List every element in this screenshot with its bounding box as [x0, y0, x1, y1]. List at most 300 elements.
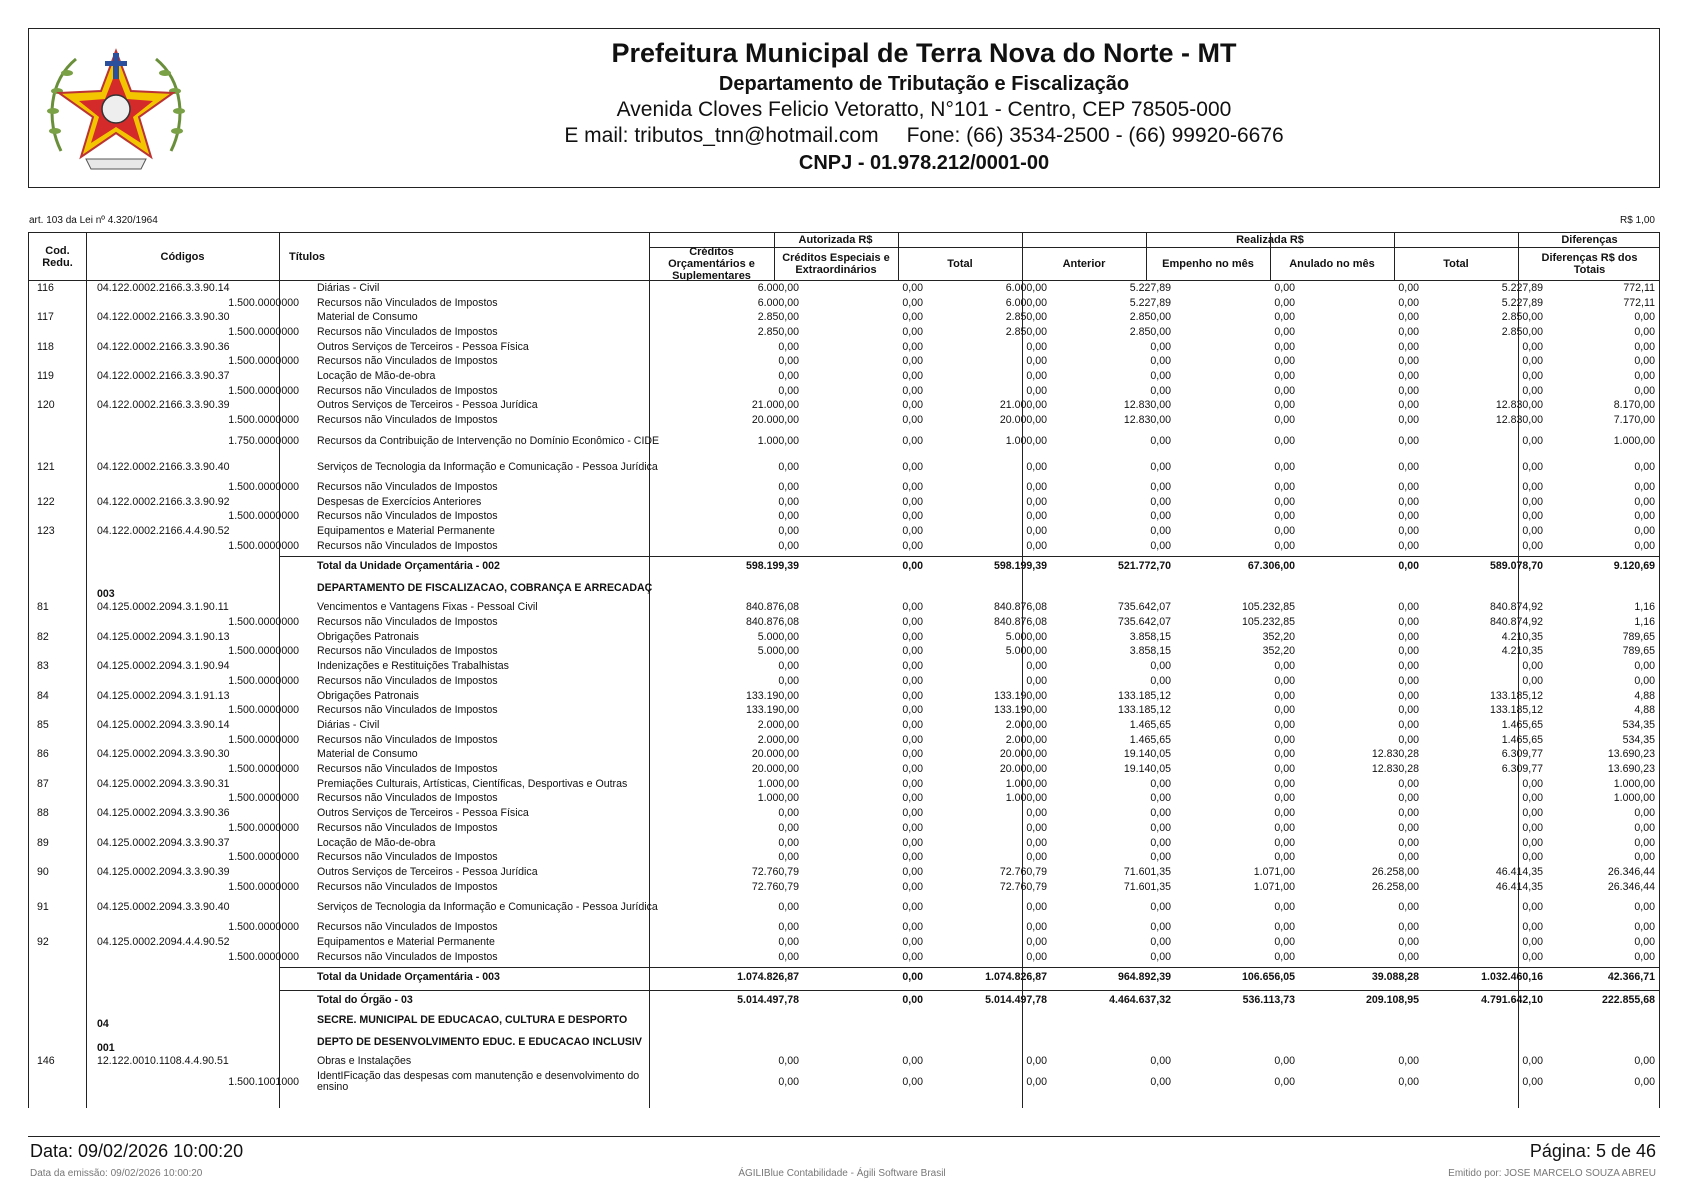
table-row	[29, 645, 1660, 660]
budget-code: 04.125.0002.2094.3.1.91.13	[97, 689, 230, 702]
value-cell: 0,00	[1522, 777, 1543, 790]
value-cell: 0,00	[1274, 340, 1295, 353]
total-label: Total do Órgão - 03	[317, 994, 413, 1007]
value-cell: 0,00	[1274, 460, 1295, 473]
page-number: Página: 5 de 46	[1529, 1141, 1656, 1161]
value-cell: 0,00	[902, 539, 923, 552]
cod-redu	[37, 413, 97, 428]
value-cell: 0,00	[1274, 524, 1295, 537]
value-cell: 0,00	[902, 971, 923, 984]
row-title: Recursos não Vinculados de Impostos	[317, 880, 498, 893]
value-cell: 0,00	[1398, 510, 1419, 523]
value-cell: 0,00	[1274, 399, 1295, 412]
value-cell: 0,00	[1274, 434, 1295, 447]
value-cell: 0,00	[1150, 660, 1171, 673]
value-cell: 1.000,00	[757, 777, 799, 790]
table-row	[29, 935, 1660, 950]
row-title: Recursos não Vinculados de Impostos	[317, 704, 498, 717]
value-cell: 0,00	[1274, 660, 1295, 673]
value-cell: 0,00	[1522, 901, 1543, 913]
value-cell: 2.850,00	[1129, 325, 1171, 338]
cod-redu	[37, 355, 97, 370]
value-cell: 0,00	[1150, 340, 1171, 353]
value-cell: 0,00	[1274, 901, 1295, 913]
cod-redu: 85	[37, 718, 49, 731]
value-cell: 0,00	[1274, 763, 1295, 776]
row-title: Locação de Mão-de-obra	[317, 836, 436, 849]
value-cell: 0,00	[778, 460, 799, 473]
total-label: Total da Unidade Orçamentária - 002	[317, 560, 500, 572]
cod-redu: 146	[37, 1055, 55, 1068]
value-cell: 0,00	[1398, 704, 1419, 717]
budget-code: 04.125.0002.2094.3.3.90.30	[97, 748, 230, 761]
value-cell: 0,00	[1150, 1075, 1171, 1088]
value-cell: 0,00	[1522, 495, 1543, 508]
budget-code: 04.122.0002.2166.4.4.90.52	[97, 524, 230, 537]
table-row	[29, 325, 1660, 340]
value-cell: 26.258,00	[1371, 880, 1419, 893]
col-creditos-especiais: Créditos Especiais e Extraordinários	[782, 252, 890, 276]
col-anterior: Anterior	[1062, 258, 1106, 270]
value-cell: 5.000,00	[1005, 630, 1047, 643]
row-title: Despesas de Exercícios Anteriores	[317, 495, 482, 508]
value-cell: 0,00	[1150, 936, 1171, 949]
budget-code: 04.125.0002.2094.3.3.90.36	[97, 807, 230, 820]
table-row	[29, 355, 1660, 370]
value-cell: 6.309,77	[1501, 763, 1543, 776]
budget-code: 04.125.0002.2094.3.3.90.31	[97, 777, 230, 790]
value-cell: 0,00	[902, 836, 923, 849]
row-title: Recursos não Vinculados de Impostos	[317, 921, 498, 934]
value-cell: 5.227,89	[1501, 281, 1543, 294]
value-cell: 12.830,00	[1495, 414, 1543, 427]
value-cell: 0,00	[1026, 524, 1047, 537]
value-cell: 0,00	[778, 510, 799, 523]
value-cell: 1.000,00	[757, 434, 799, 447]
value-cell: 534,35	[1622, 718, 1655, 731]
budget-code: 1.500.0000000	[228, 296, 299, 309]
value-cell: 0,00	[902, 821, 923, 834]
value-cell: 6.000,00	[1005, 281, 1047, 294]
value-cell: 735.642,07	[1117, 616, 1171, 629]
value-cell: 0,00	[1026, 539, 1047, 552]
value-cell: 0,00	[1398, 480, 1419, 493]
value-cell: 0,00	[902, 733, 923, 746]
value-cell: 133.190,00	[993, 689, 1047, 702]
value-cell: 0,00	[1150, 384, 1171, 397]
value-cell: 536.113,73	[1242, 994, 1295, 1007]
row-title: Recursos não Vinculados de Impostos	[317, 384, 498, 397]
budget-code: 1.500.0000000	[228, 921, 299, 934]
value-cell: 1.000,00	[1005, 777, 1047, 790]
col-empenho: Empenho no mês	[1162, 258, 1254, 270]
table-row	[29, 821, 1660, 836]
table-row	[29, 281, 1660, 296]
total-label: Total da Unidade Orçamentária - 003	[317, 971, 500, 984]
row-title: Recursos não Vinculados de Impostos	[317, 296, 498, 309]
value-cell: 0,00	[1398, 733, 1419, 746]
value-cell: 6.000,00	[757, 296, 799, 309]
row-title: Recursos não Vinculados de Impostos	[317, 950, 498, 963]
value-cell: 0,00	[1522, 936, 1543, 949]
budget-code: 04.125.0002.2094.3.3.90.40	[97, 901, 230, 913]
value-cell: 0,00	[1274, 510, 1295, 523]
value-cell: 0,00	[902, 1075, 923, 1088]
value-cell: 0,00	[1398, 539, 1419, 552]
value-cell: 26.346,44	[1607, 880, 1655, 893]
row-title: Outros Serviços de Terceiros - Pessoa Jurídica	[317, 865, 538, 878]
software-credit: ÁGILIBlue Contabilidade - Ágili Software Brasil	[738, 1168, 946, 1179]
value-cell: 0,00	[902, 748, 923, 761]
cod-redu: 118	[37, 340, 54, 353]
value-cell: 2.850,00	[1005, 311, 1047, 324]
footer-divider	[28, 1136, 1660, 1137]
value-cell: 0,00	[1522, 1055, 1543, 1068]
value-cell: 0,00	[902, 865, 923, 878]
value-cell: 0,00	[778, 524, 799, 537]
table-row	[29, 806, 1660, 821]
cod-redu	[37, 950, 97, 965]
budget-code: 1.500.0000000	[228, 851, 299, 864]
value-cell: 0,00	[1274, 384, 1295, 397]
section-row	[29, 577, 1660, 601]
value-cell: 46.414,35	[1495, 865, 1543, 878]
budget-code: 1.500.0000000	[228, 880, 299, 893]
value-cell: 0,00	[1274, 325, 1295, 338]
cod-redu: 117	[37, 311, 54, 324]
row-title: Recursos não Vinculados de Impostos	[317, 480, 498, 493]
value-cell: 0,00	[1150, 807, 1171, 820]
table-row	[29, 865, 1660, 880]
table-row	[29, 296, 1660, 311]
value-cell: 0,00	[902, 414, 923, 427]
budget-code: 04.125.0002.2094.4.4.90.52	[97, 936, 230, 949]
row-title: Material de Consumo	[317, 748, 418, 761]
budget-code: 04.122.0002.2166.3.3.90.40	[97, 460, 230, 473]
value-cell: 0,00	[1522, 370, 1543, 383]
row-title: Recursos não Vinculados de Impostos	[317, 763, 498, 776]
row-title: Outros Serviços de Terceiros - Pessoa Jurídica	[317, 399, 538, 412]
value-cell: 0,00	[1150, 480, 1171, 493]
value-cell: 46.414,35	[1495, 880, 1543, 893]
value-cell: 1.465,65	[1501, 733, 1543, 746]
value-cell: 0,00	[1634, 539, 1655, 552]
value-cell: 106.656,05	[1241, 971, 1295, 984]
email: E mail: tributos_tnn@hotmail.com	[564, 124, 879, 147]
value-cell: 12.830,00	[1123, 399, 1171, 412]
value-cell: 0,00	[902, 689, 923, 702]
value-cell: 0,00	[1398, 325, 1419, 338]
value-cell: 0,00	[778, 836, 799, 849]
value-cell: 1.465,65	[1501, 718, 1543, 731]
value-cell: 0,00	[902, 807, 923, 820]
value-cell: 0,00	[1398, 616, 1419, 629]
cod-redu	[37, 762, 97, 777]
row-title: Indenizações e Restituições Trabalhistas	[317, 660, 509, 673]
value-cell: 5.000,00	[1005, 645, 1047, 658]
value-cell: 2.000,00	[1005, 718, 1047, 731]
value-cell: 2.850,00	[1501, 325, 1543, 338]
value-cell: 0,00	[778, 921, 799, 934]
cod-redu	[37, 792, 97, 807]
value-cell: 589.078,70	[1489, 560, 1543, 572]
value-cell: 964.892,39	[1117, 971, 1171, 984]
value-cell: 0,00	[1274, 718, 1295, 731]
cod-redu	[37, 428, 97, 454]
value-cell: 0,00	[1522, 807, 1543, 820]
value-cell: 0,00	[1026, 340, 1047, 353]
value-cell: 0,00	[1398, 718, 1419, 731]
value-cell: 0,00	[778, 821, 799, 834]
table-header	[29, 233, 1660, 281]
value-cell: 598.199,39	[993, 560, 1047, 572]
value-cell: 1.000,00	[1613, 777, 1655, 790]
value-cell: 13.690,23	[1607, 763, 1655, 776]
budget-code: 1.500.0000000	[228, 510, 299, 523]
value-cell: 0,00	[1274, 281, 1295, 294]
value-cell: 0,00	[1274, 950, 1295, 963]
cod-redu: 81	[37, 601, 49, 614]
value-cell: 0,00	[778, 340, 799, 353]
table-row	[29, 659, 1660, 674]
department-name: Departamento de Tributação e Fiscalização	[718, 73, 1130, 95]
value-cell: 0,00	[778, 674, 799, 687]
budget-code: 1.500.0000000	[228, 325, 299, 338]
value-cell: 840.876,08	[993, 616, 1047, 629]
cod-redu: 119	[37, 370, 54, 383]
emission-date: Data da emissão: 09/02/2026 10:00:20	[30, 1168, 203, 1179]
value-cell: 105.232,85	[1241, 601, 1295, 614]
value-cell: 0,00	[1150, 510, 1171, 523]
value-cell: 20.000,00	[999, 414, 1047, 427]
value-cell: 0,00	[1274, 836, 1295, 849]
value-cell: 0,00	[1150, 1055, 1171, 1068]
value-cell: 0,00	[1522, 836, 1543, 849]
value-cell: 0,00	[1522, 950, 1543, 963]
value-cell: 1,16	[1634, 616, 1655, 629]
value-cell: 2.850,00	[1501, 311, 1543, 324]
value-cell: 19.140,05	[1123, 763, 1171, 776]
value-cell: 26.346,44	[1607, 865, 1655, 878]
budget-code: 1.750.0000000	[228, 434, 299, 447]
value-cell: 4.210,35	[1501, 645, 1543, 658]
table-row	[29, 733, 1660, 748]
value-cell: 0,00	[902, 340, 923, 353]
value-cell: 0,00	[902, 880, 923, 893]
value-cell: 2.000,00	[1005, 733, 1047, 746]
value-cell: 0,00	[902, 718, 923, 731]
value-cell: 4,88	[1634, 689, 1655, 702]
value-cell: 0,00	[1398, 414, 1419, 427]
value-cell: 4,88	[1634, 704, 1655, 717]
value-cell: 4.210,35	[1501, 630, 1543, 643]
value-cell: 0,00	[778, 851, 799, 864]
row-title: Obras e Instalações	[317, 1055, 412, 1068]
group-diferencas: Diferenças	[1561, 234, 1618, 246]
value-cell: 0,00	[1274, 495, 1295, 508]
cod-redu: 83	[37, 660, 49, 673]
value-cell: 0,00	[1634, 807, 1655, 820]
value-cell: 0,00	[1398, 792, 1419, 805]
cod-redu: 89	[37, 836, 49, 849]
value-cell: 0,00	[1150, 460, 1171, 473]
value-cell: 0,00	[1026, 674, 1047, 687]
row-title: Recursos não Vinculados de Impostos	[317, 325, 498, 338]
value-cell: 20.000,00	[999, 763, 1047, 776]
value-cell: 0,00	[1026, 950, 1047, 963]
value-cell: 0,00	[1398, 355, 1419, 368]
value-cell: 0,00	[1398, 807, 1419, 820]
value-cell: 5.014.497,78	[737, 994, 799, 1007]
cod-redu	[37, 1069, 97, 1095]
group-autorizada: Autorizada R$	[798, 234, 873, 246]
value-cell: 352,20	[1262, 645, 1295, 658]
row-title: Material de Consumo	[317, 311, 418, 324]
value-cell: 0,00	[1522, 524, 1543, 537]
cod-redu	[37, 384, 97, 399]
value-cell: 0,00	[1634, 936, 1655, 949]
row-title: Locação de Mão-de-obra	[317, 370, 436, 383]
value-cell: 0,00	[1522, 340, 1543, 353]
value-cell: 72.760,79	[999, 865, 1047, 878]
value-cell: 0,00	[902, 704, 923, 717]
value-cell: 1.074.826,87	[985, 971, 1047, 984]
value-cell: 0,00	[902, 399, 923, 412]
section-title: DEPTO DE DESENVOLVIMENTO EDUC. E EDUCACAO INCLUSIV	[317, 1036, 642, 1049]
value-cell: 0,00	[902, 601, 923, 614]
value-cell: 20.000,00	[751, 763, 799, 776]
address: Avenida Cloves Felicio Vetoratto, N°101 - Centro, CEP 78505-000	[616, 98, 1232, 121]
value-cell: 20.000,00	[999, 748, 1047, 761]
value-cell: 0,00	[1522, 460, 1543, 473]
cnpj: CNPJ - 01.978.212/0001-00	[798, 152, 1050, 174]
budget-execution-table	[28, 232, 1660, 1108]
value-cell: 0,00	[1398, 340, 1419, 353]
cod-redu: 121	[37, 460, 55, 473]
value-cell: 0,00	[1634, 1075, 1655, 1088]
value-cell: 0,00	[1026, 836, 1047, 849]
value-cell: 0,00	[1026, 460, 1047, 473]
budget-code: 04.122.0002.2166.3.3.90.14	[97, 281, 230, 294]
value-cell: 0,00	[902, 524, 923, 537]
cod-redu	[37, 821, 97, 836]
cod-redu	[37, 921, 97, 936]
col-total-realizada: Total	[1443, 258, 1469, 270]
budget-code: 04.125.0002.2094.3.3.90.39	[97, 865, 230, 878]
value-cell: 0,00	[1026, 851, 1047, 864]
row-title: Recursos não Vinculados de Impostos	[317, 733, 498, 746]
col-titulos: Títulos	[289, 251, 326, 263]
cod-redu: 123	[37, 524, 55, 537]
letterhead	[28, 28, 1660, 188]
table-row	[29, 921, 1660, 936]
table-row	[29, 369, 1660, 384]
value-cell: 0,00	[1398, 836, 1419, 849]
value-cell: 0,00	[902, 281, 923, 294]
value-cell: 71.601,35	[1123, 880, 1171, 893]
value-cell: 0,00	[1634, 325, 1655, 338]
value-cell: 0,00	[1398, 370, 1419, 383]
cod-redu: 91	[37, 901, 49, 913]
cod-redu: 92	[37, 936, 49, 949]
value-cell: 0,00	[1274, 480, 1295, 493]
value-cell: 0,00	[1634, 495, 1655, 508]
value-cell: 840.876,08	[993, 601, 1047, 614]
value-cell: 0,00	[1274, 704, 1295, 717]
section-row	[29, 1011, 1660, 1031]
value-cell: 0,00	[778, 480, 799, 493]
value-cell: 1,16	[1634, 601, 1655, 614]
issuer: Emitido por: JOSE MARCELO SOUZA ABREU	[1448, 1168, 1656, 1179]
row-title: Equipamentos e Material Permanente	[317, 936, 495, 949]
value-cell: 2.850,00	[1005, 325, 1047, 338]
value-cell: 0,00	[778, 539, 799, 552]
budget-code: 1.500.0000000	[228, 704, 299, 717]
value-cell: 21.000,00	[751, 399, 799, 412]
value-cell: 0,00	[1398, 601, 1419, 614]
value-cell: 0,00	[1150, 851, 1171, 864]
value-cell: 0,00	[1522, 480, 1543, 493]
value-cell: 12.830,28	[1371, 748, 1419, 761]
value-cell: 0,00	[778, 936, 799, 949]
value-cell: 0,00	[1274, 1055, 1295, 1068]
budget-code: 04.125.0002.2094.3.3.90.14	[97, 718, 230, 731]
value-cell: 2.850,00	[757, 311, 799, 324]
row-title: Premiações Culturais, Artísticas, Científicas, Desportivas e Outras	[317, 777, 628, 790]
value-cell: 0,00	[1398, 1055, 1419, 1068]
value-cell: 222.855,68	[1601, 994, 1655, 1007]
value-cell: 0,00	[1274, 851, 1295, 864]
value-cell: 20.000,00	[751, 748, 799, 761]
value-cell: 2.000,00	[757, 718, 799, 731]
value-cell: 0,00	[778, 370, 799, 383]
value-cell: 0,00	[1634, 1055, 1655, 1068]
cod-redu	[37, 325, 97, 340]
group-realizada: Realizada R$	[1236, 234, 1304, 246]
value-cell: 0,00	[902, 616, 923, 629]
value-cell: 0,00	[1398, 434, 1419, 447]
budget-code: 1.500.0000000	[228, 355, 299, 368]
section-code: 04	[97, 1017, 109, 1030]
value-cell: 133.185,12	[1117, 704, 1171, 717]
table-row	[29, 310, 1660, 325]
value-cell: 9.120,69	[1613, 560, 1655, 572]
value-cell: 0,00	[1634, 510, 1655, 523]
row-title: Recursos da Contribuição de Intervenção no Domínio Econômico - CIDE	[317, 434, 660, 447]
row-title: Vencimentos e Vantagens Fixas - Pessoal Civil	[317, 601, 538, 614]
municipal-coat-of-arms-logo	[41, 41, 191, 177]
table-row	[29, 454, 1660, 480]
value-cell: 0,00	[902, 460, 923, 473]
budget-code: 1.500.0000000	[228, 616, 299, 629]
value-cell: 1.074.826,87	[737, 971, 799, 984]
value-cell: 0,00	[1634, 921, 1655, 934]
table-row	[29, 615, 1660, 630]
budget-code: 1.500.0000000	[228, 645, 299, 658]
value-cell: 0,00	[1522, 510, 1543, 523]
value-cell: 0,00	[1274, 674, 1295, 687]
row-title: Equipamentos e Material Permanente	[317, 524, 495, 537]
value-cell: 0,00	[1274, 792, 1295, 805]
value-cell: 521.772,70	[1117, 560, 1171, 572]
value-cell: 12.830,28	[1371, 763, 1419, 776]
footer-date: Data: 09/02/2026 10:00:20	[30, 1141, 244, 1161]
section-code: 003	[97, 587, 115, 600]
value-cell: 0,00	[1398, 524, 1419, 537]
budget-code: 04.125.0002.2094.3.1.90.13	[97, 630, 230, 643]
law-reference: art. 103 da Lei nº 4.320/1964	[29, 215, 158, 226]
budget-code: 04.125.0002.2094.3.3.90.37	[97, 836, 230, 849]
